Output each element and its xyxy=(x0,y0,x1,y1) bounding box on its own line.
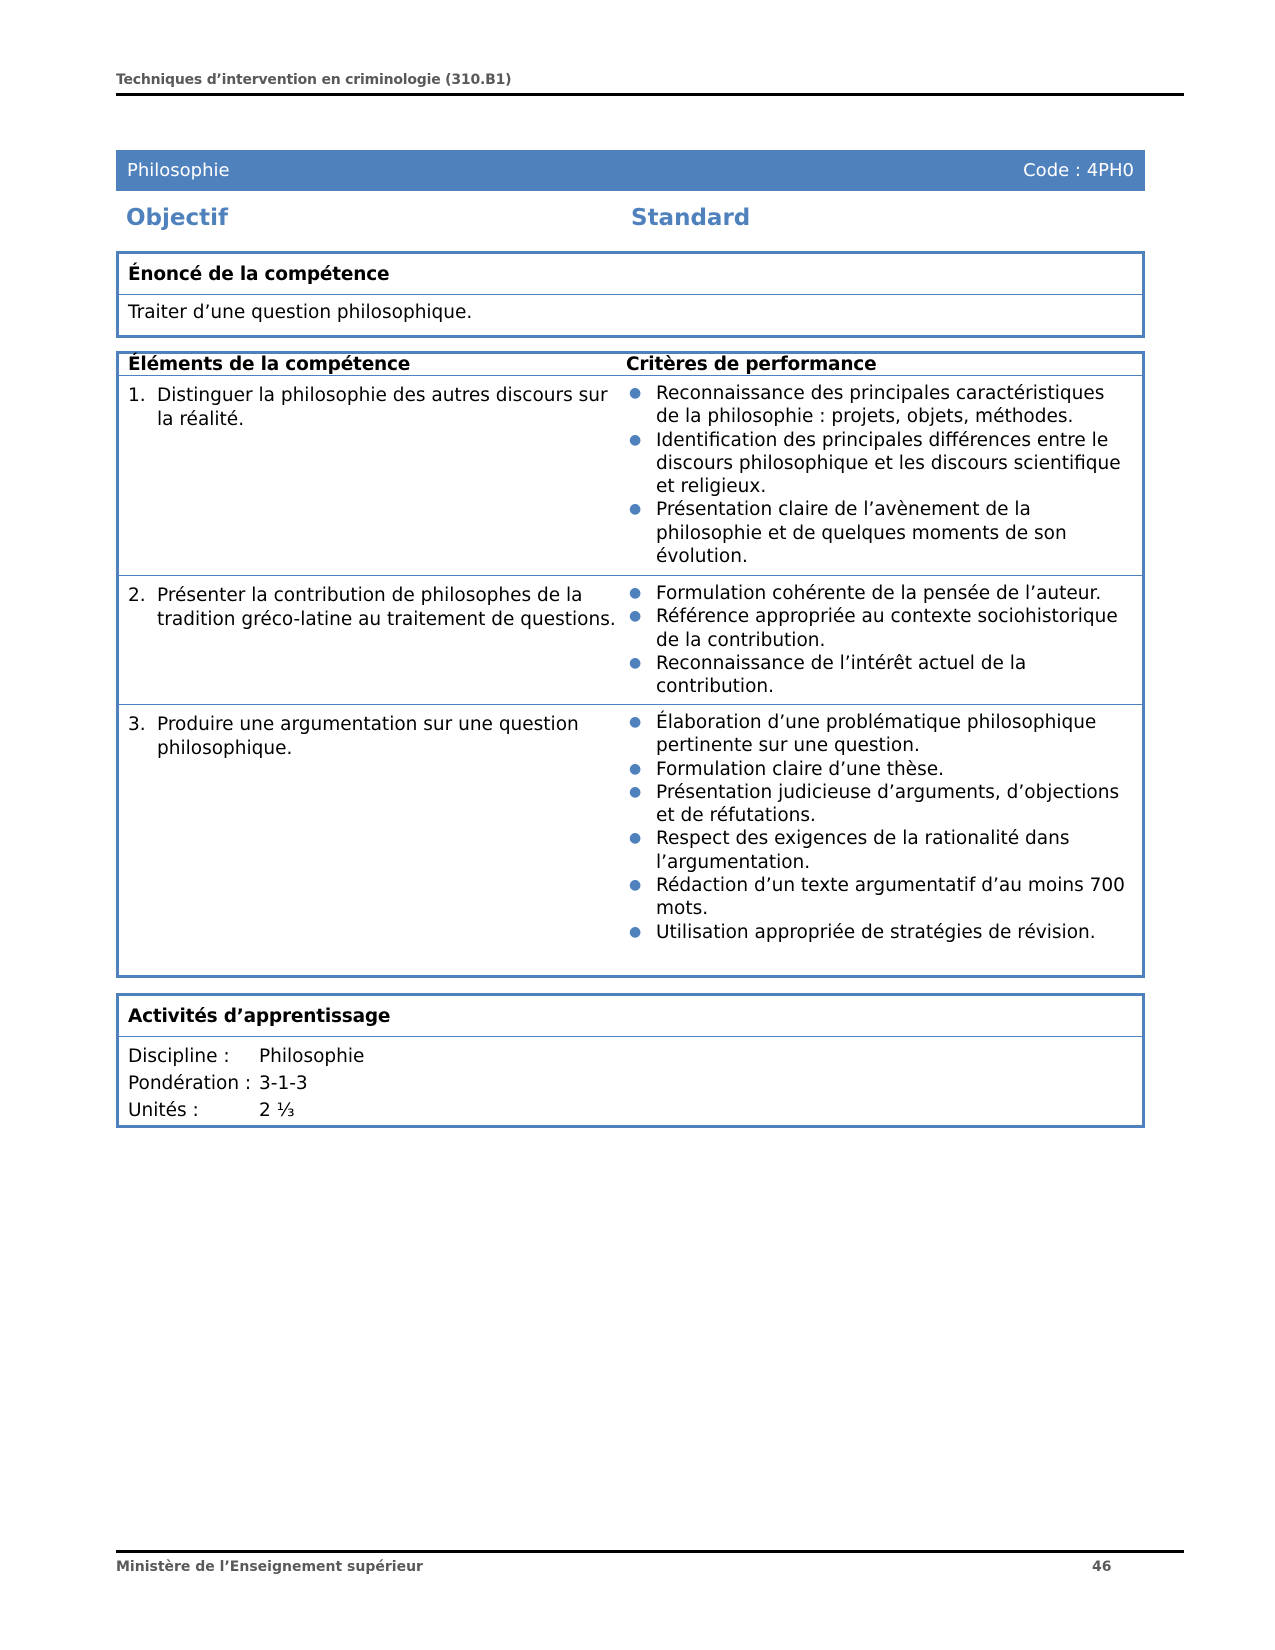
criteria-item xyxy=(626,758,1133,781)
criteria-text: Élaboration d’une problématique philosophique pertinente sur une question. xyxy=(656,712,1097,757)
element-cell xyxy=(119,376,626,575)
criteria-item xyxy=(626,711,1133,758)
element-item xyxy=(128,705,617,761)
enonce-header-row xyxy=(119,254,1142,294)
enonce-heading: Énoncé de la compétence xyxy=(128,264,390,285)
activity-line-discipline xyxy=(128,1043,1133,1070)
bullet-icon: ● xyxy=(629,760,642,777)
activites-heading: Activités d’apprentissage xyxy=(128,1006,391,1027)
element-number: 2. xyxy=(128,585,146,606)
course-name: Philosophie xyxy=(127,160,230,181)
criteria-cell xyxy=(626,376,1142,575)
objectif-heading: Objectif xyxy=(126,205,229,231)
activites-box xyxy=(116,993,1145,1128)
criteria-item xyxy=(626,498,1133,568)
criteria-list xyxy=(626,576,1133,702)
elements-column-header: Éléments de la compétence xyxy=(128,354,411,375)
page-number: 46 xyxy=(1092,1559,1112,1575)
element-text: Produire une argumentation sur une question philosophique. xyxy=(157,714,579,759)
bullet-icon: ● xyxy=(629,608,642,625)
bullet-icon: ● xyxy=(629,385,642,401)
activity-line-ponderation xyxy=(128,1070,1133,1097)
element-item xyxy=(128,576,617,632)
activity-value: 2 ⅓ xyxy=(259,1100,295,1121)
elements-table xyxy=(116,351,1145,978)
course-code: Code : 4PH0 xyxy=(1023,160,1134,181)
bullet-icon: ● xyxy=(629,501,642,518)
criteria-item xyxy=(626,652,1133,699)
table-row xyxy=(119,575,1142,704)
header-rule xyxy=(116,93,1184,96)
criteria-text: Rédaction d’un texte argumentatif d’au moins 700 mots. xyxy=(656,875,1125,920)
footer-rule xyxy=(116,1550,1184,1553)
criteria-list xyxy=(626,376,1133,572)
criteria-text: Respect des exigences de la rationalité dans l’argumentation. xyxy=(656,828,1070,873)
element-cell xyxy=(119,576,626,704)
criteria-item xyxy=(626,582,1133,605)
criteria-text: Utilisation appropriée de stratégies de révision. xyxy=(656,921,1096,943)
activites-header-row xyxy=(119,996,1142,1036)
bullet-icon: ● xyxy=(629,714,642,730)
activity-label: Pondération : xyxy=(128,1073,252,1094)
element-text: Distinguer la philosophie des autres discours sur la réalité. xyxy=(157,385,608,430)
activity-value: 3-1-3 xyxy=(259,1073,308,1094)
element-item xyxy=(128,376,617,432)
bullet-icon: ● xyxy=(629,431,642,448)
criteria-column-header: Critères de performance xyxy=(626,354,877,375)
bullet-icon: ● xyxy=(629,585,642,601)
element-number: 3. xyxy=(128,714,146,735)
criteria-item xyxy=(626,874,1133,921)
running-header: Techniques d’intervention en criminologie (310.B1) xyxy=(116,72,512,88)
criteria-item xyxy=(626,605,1133,652)
enonce-box xyxy=(116,251,1145,338)
criteria-item xyxy=(626,781,1133,828)
criteria-text: Reconnaissance des principales caractéristiques de la philosophie : projets, objets, méthodes. xyxy=(656,383,1105,428)
bullet-icon: ● xyxy=(629,654,642,671)
element-cell xyxy=(119,705,626,948)
criteria-text: Identification des principales différences entre le discours philosophique et les discours scientifique et religieux. xyxy=(656,429,1121,498)
criteria-text: Présentation judicieuse d’arguments, d’objections et de réfutations. xyxy=(656,781,1120,827)
criteria-text: Formulation cohérente de la pensée de l’auteur. xyxy=(656,583,1102,604)
elements-table-header xyxy=(119,354,1142,375)
criteria-item xyxy=(626,429,1133,499)
element-text: Présenter la contribution de philosophes de la tradition gréco-latine au traitement de questions. xyxy=(157,585,616,630)
criteria-text: Reconnaissance de l’intérêt actuel de la contribution. xyxy=(656,652,1027,698)
criteria-item xyxy=(626,382,1133,429)
bullet-icon: ● xyxy=(629,830,642,847)
activity-label: Discipline : xyxy=(128,1046,230,1067)
activites-details-row xyxy=(119,1036,1142,1132)
table-row xyxy=(119,375,1142,575)
enonce-text-row xyxy=(119,294,1142,330)
activity-value: Philosophie xyxy=(259,1046,365,1067)
element-number: 1. xyxy=(128,385,146,406)
activity-line-unites xyxy=(128,1097,1133,1124)
criteria-text: Formulation claire d’une thèse. xyxy=(656,758,944,780)
criteria-cell xyxy=(626,576,1142,704)
criteria-text: Présentation claire de l’avènement de la philosophie et de quelques moments de son évolution. xyxy=(656,499,1067,568)
criteria-text: Référence appropriée au contexte sociohistorique de la contribution. xyxy=(656,606,1118,651)
bullet-icon: ● xyxy=(629,923,642,940)
activites-details xyxy=(119,1037,1142,1132)
criteria-cell xyxy=(626,705,1142,948)
footer-publisher: Ministère de l’Enseignement supérieur xyxy=(116,1559,423,1575)
activity-label: Unités : xyxy=(128,1100,199,1121)
course-title-bar xyxy=(116,150,1145,191)
standard-heading: Standard xyxy=(631,205,751,231)
bullet-icon: ● xyxy=(629,783,642,800)
criteria-list xyxy=(626,705,1133,948)
table-row xyxy=(119,704,1142,948)
bullet-icon: ● xyxy=(629,877,642,894)
enonce-text: Traiter d’une question philosophique. xyxy=(128,302,473,323)
criteria-item xyxy=(626,827,1133,874)
criteria-item xyxy=(626,921,1133,944)
